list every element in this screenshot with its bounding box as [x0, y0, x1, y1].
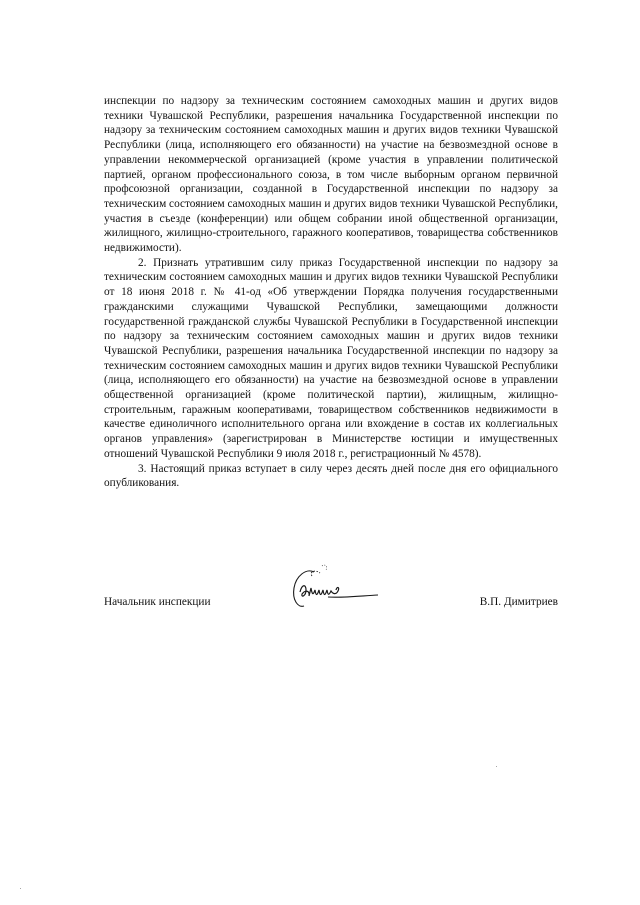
- signature-block: [104, 596, 558, 616]
- paragraph-continuation: инспекции по надзору за техническим состоянием самоходных машин и других видов техники Чувашской Республики, разрешения начальника Государственной инспекции по надзору за техническим состоянием самоходных машин и других видов техники Чувашской Республики (лица, исполняющего его обязанности) на участие на безвозмездной основе в управлении некоммерческой организацией (кроме участия в управлении политической партией, органом профессионального союза, в том числе выборным органом первичной профсоюзной организации, созданной в Государственной инспекции по надзору за техническим состоянием самоходных машин и других видов техники Чувашской Республики, участия в съезде (конференции) или общем собрании иной общественной организации, жилищного, жилищно-строительного, гаражного кооперативов, товарищества собственников недвижимости).: [104, 95, 558, 255]
- signatory-position: Начальник инспекции: [104, 596, 211, 608]
- signatory-name: В.П. Димитриев: [479, 596, 558, 608]
- scan-speck: [496, 766, 497, 767]
- scan-speck: [20, 888, 21, 889]
- paragraph-3: 3. Настоящий приказ вступает в силу через десять дней после дня его официального опубликования.: [104, 462, 558, 490]
- document-body: [104, 94, 558, 491]
- paragraph-2: 2. Признать утратившим силу приказ Государственной инспекции по надзору за техническим состоянием самоходных машин и других видов техники Чувашской Республики от 18 июня 2018 г. № 41-од «Об утверждении Порядка получения государственными гражданскими служащими Чувашской Республики, замещающими должности государственной гражданской службы Чувашской Республики в Государственной инспекции по надзору за техническим состоянием самоходных машин и других видов техники Чувашской Республики, разрешения начальника Государственной инспекции по надзору за техническим состоянием самоходных машин и других видов техники Чувашской Республики (лица, исполняющего его обязанности) на участие на безвозмездной основе в управлении общественной организацией (кроме политической партии), жилищным, жилищно-строительным, гаражным кооперативами, товариществом собственников недвижимости в качестве единоличного исполнительного органа или вхождение в состав их коллегиальных органов управления» (зарегистрирован в Министерстве юстиции и имущественных отношений Чувашской Республики 9 июля 2018 г., регистрационный № 4578).: [104, 256, 558, 460]
